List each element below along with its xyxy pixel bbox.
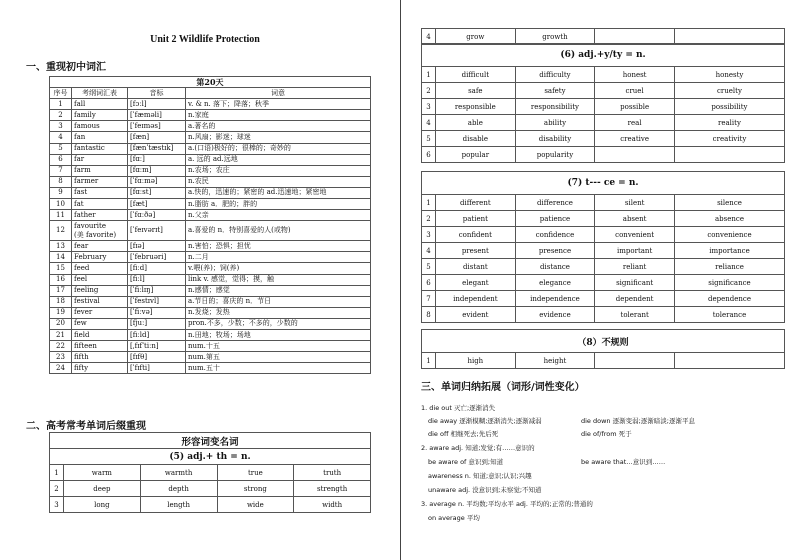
vocab-index: 22: [50, 341, 72, 352]
group6-cell: responsible: [436, 99, 516, 115]
group5-cell: deep: [64, 481, 141, 497]
header-word: 考纲词汇表: [72, 88, 128, 99]
vocab-meaning: link v. 感觉，觉得；摸，触: [186, 274, 371, 285]
vocab-word: favourite (美 favorite): [72, 221, 128, 241]
group6-cell: safety: [515, 83, 595, 99]
note-line: die down 逐渐变弱;逐渐暗淡;逐渐平息: [581, 417, 695, 425]
note-line: on average 平均: [428, 514, 480, 522]
group7-cell: dependence: [674, 291, 784, 307]
header-meaning: 词意: [186, 88, 371, 99]
group7-cell: significant: [595, 275, 675, 291]
group7-row: [422, 195, 785, 211]
group7-cell: evidence: [515, 307, 595, 323]
header-phonetic: 音标: [128, 88, 186, 99]
group5-row: [50, 465, 371, 481]
group8-cell: [595, 353, 675, 369]
group5-cell: 1: [50, 465, 64, 481]
vocab-row: [50, 210, 371, 221]
group7-cell: silent: [595, 195, 675, 211]
group7-cell: tolerance: [674, 307, 784, 323]
vocab-row: [50, 263, 371, 274]
vocab-word: family: [72, 110, 128, 121]
vocab-phonetic: [ˈfestɪvl]: [128, 296, 186, 307]
group5-cell: growth: [515, 29, 595, 45]
vocab-phonetic: [ˈfiːlɪŋ]: [128, 285, 186, 296]
group5-cell: warm: [64, 465, 141, 481]
vocab-meaning: v. & n. 落下；降落；秋季: [186, 99, 371, 110]
vocab-row: [50, 187, 371, 198]
group6-cell: ability: [515, 115, 595, 131]
vocab-word: far: [72, 154, 128, 165]
vocab-row: [50, 165, 371, 176]
vocab-word: fan: [72, 132, 128, 143]
group8-cell: height: [515, 353, 595, 369]
vocab-index: 5: [50, 143, 72, 154]
vocab-index: 6: [50, 154, 72, 165]
vocab-meaning: num.五十: [186, 363, 371, 374]
group6-cell: 1: [422, 67, 436, 83]
page-title: Unit 2 Wildlife Protection: [150, 34, 260, 45]
group7-cell: presence: [515, 243, 595, 259]
note-line: die away 逐渐模糊;逐渐消失;逐渐减弱: [428, 417, 542, 425]
vocab-phonetic: [fɑːm]: [128, 165, 186, 176]
vocab-meaning: a.著名的: [186, 121, 371, 132]
vocab-word: fifteen: [72, 341, 128, 352]
group6-cell: 5: [422, 131, 436, 147]
group7-row: [422, 211, 785, 227]
vocab-phonetic: [fjuː]: [128, 318, 186, 329]
group5-cell: width: [294, 497, 371, 513]
group6-cell: possible: [595, 99, 675, 115]
suffix-table-title: 形容词变名词: [50, 433, 371, 449]
column-divider: [400, 0, 401, 560]
section1-heading: 一、重现初中词汇: [26, 62, 106, 73]
group7-cell: 2: [422, 211, 436, 227]
vocab-index: 10: [50, 199, 72, 210]
group6-cell: able: [436, 115, 516, 131]
group6-cell: honest: [595, 67, 675, 83]
vocab-meaning: n.农民: [186, 176, 371, 187]
group7-cell: 7: [422, 291, 436, 307]
vocab-phonetic: [fænˈtæstɪk]: [128, 143, 186, 154]
vocab-phonetic: [fɔːl]: [128, 99, 186, 110]
group6-cell: cruel: [595, 83, 675, 99]
group7-cell: tolerant: [595, 307, 675, 323]
vocab-meaning: a.喜爱的 n．特别喜爱的人(或物): [186, 221, 371, 241]
group6-cell: 2: [422, 83, 436, 99]
vocab-row: [50, 121, 371, 132]
vocab-row: [50, 318, 371, 329]
vocab-index: 17: [50, 285, 72, 296]
vocab-phonetic: [ˌfɪfˈtiːn]: [128, 341, 186, 352]
group6-cell: [674, 147, 784, 163]
day-label: 第20天: [50, 77, 371, 88]
group6-row: [422, 67, 785, 83]
vocab-meaning: n.感情；感觉: [186, 285, 371, 296]
vocab-phonetic: [fɑː]: [128, 154, 186, 165]
group5-cell: strength: [294, 481, 371, 497]
vocab-meaning: n.农场；农庄: [186, 165, 371, 176]
vocab-word: fast: [72, 187, 128, 198]
group6-cell: possibility: [674, 99, 784, 115]
vocab-index: 23: [50, 352, 72, 363]
vocab-row: [50, 110, 371, 121]
vocab-index: 11: [50, 210, 72, 221]
vocab-phonetic: [fiːl]: [128, 274, 186, 285]
vocab-row: [50, 341, 371, 352]
group6-row: [422, 99, 785, 115]
group5-cell: 4: [422, 29, 436, 45]
vocab-row: [50, 296, 371, 307]
group7-cell: important: [595, 243, 675, 259]
vocab-meaning: n.家庭: [186, 110, 371, 121]
group7-label: (7) t--- ce = n.: [422, 172, 785, 195]
section2-heading: 二、高考常考单词后缀重现: [26, 421, 146, 432]
vocab-meaning: v.喂(养)；饲(养): [186, 263, 371, 274]
group6-cell: disability: [515, 131, 595, 147]
vocab-meaning: num.第五: [186, 352, 371, 363]
vocab-row: [50, 199, 371, 210]
group7-row: [422, 227, 785, 243]
vocab-index: 9: [50, 187, 72, 198]
vocab-meaning: n.父亲: [186, 210, 371, 221]
vocab-phonetic: [ˈfeɪvərɪt]: [128, 221, 186, 241]
group6-cell: reality: [674, 115, 784, 131]
group6-table: [421, 43, 785, 163]
note-line: unaware adj. 没意识到;未察觉;不知道: [428, 486, 542, 494]
group7-row: [422, 259, 785, 275]
vocab-row: [50, 274, 371, 285]
vocab-phonetic: [fiːd]: [128, 263, 186, 274]
suffix-table-left: [49, 432, 371, 513]
section3-heading: 三、单词归纳拓展（词形/词性变化）: [421, 382, 585, 393]
vocab-phonetic: [ˈfeɪməs]: [128, 121, 186, 132]
group6-cell: creativity: [674, 131, 784, 147]
vocab-phonetic: [fæt]: [128, 199, 186, 210]
vocab-meaning: n.二月: [186, 252, 371, 263]
group7-cell: distant: [436, 259, 516, 275]
group7-cell: confident: [436, 227, 516, 243]
group6-cell: creative: [595, 131, 675, 147]
group7-cell: convenience: [674, 227, 784, 243]
group7-row: [422, 307, 785, 323]
group5-cell: 2: [50, 481, 64, 497]
group7-cell: difference: [515, 195, 595, 211]
vocab-row: [50, 285, 371, 296]
group7-row: [422, 243, 785, 259]
group5-row: [50, 481, 371, 497]
group5-cell: warmth: [140, 465, 217, 481]
vocab-word: fifty: [72, 363, 128, 374]
vocab-meaning: n.田地；牧场；场地: [186, 329, 371, 340]
vocab-meaning: a. 远的 ad.远地: [186, 154, 371, 165]
vocab-row: [50, 99, 371, 110]
note-line: be aware of 意识到;知道: [428, 458, 504, 466]
vocab-word: feed: [72, 263, 128, 274]
group7-cell: elegance: [515, 275, 595, 291]
vocab-row: [50, 241, 371, 252]
vocab-word: fat: [72, 199, 128, 210]
vocab-word: fifth: [72, 352, 128, 363]
group7-cell: different: [436, 195, 516, 211]
group7-cell: evident: [436, 307, 516, 323]
vocab-phonetic: [ˈfebruəri]: [128, 252, 186, 263]
vocab-index: 24: [50, 363, 72, 374]
vocab-index: 19: [50, 307, 72, 318]
header-index: 序号: [50, 88, 72, 99]
group7-cell: importance: [674, 243, 784, 259]
note-line: 1. die out 灭亡;逐渐消失: [421, 404, 496, 412]
vocab-word: famous: [72, 121, 128, 132]
group6-cell: safe: [436, 83, 516, 99]
vocab-word: feeling: [72, 285, 128, 296]
group8-cell: [674, 353, 784, 369]
group5-cell: 3: [50, 497, 64, 513]
vocab-meaning: num.十五: [186, 341, 371, 352]
vocab-word: feel: [72, 274, 128, 285]
vocab-index: 12: [50, 221, 72, 241]
group8-label: （8）不规则: [422, 330, 785, 353]
group6-cell: 4: [422, 115, 436, 131]
note-line: awareness n. 知道;意识;认识;兴趣: [428, 472, 532, 480]
vocab-word: few: [72, 318, 128, 329]
group7-cell: 3: [422, 227, 436, 243]
vocab-phonetic: [ˈfɪfti]: [128, 363, 186, 374]
group5-cell: grow: [436, 29, 516, 45]
group5-label: (5) adj.+ th = n.: [50, 449, 371, 465]
vocab-phonetic: [ˈfɑːmə]: [128, 176, 186, 187]
vocab-row: [50, 176, 371, 187]
group8-row: [422, 353, 785, 369]
vocab-row: [50, 352, 371, 363]
group7-cell: patience: [515, 211, 595, 227]
group5-cell: wide: [217, 497, 294, 513]
vocab-row: [50, 154, 371, 165]
group7-cell: distance: [515, 259, 595, 275]
vocab-word: fantastic: [72, 143, 128, 154]
group8-cell: 1: [422, 353, 436, 369]
group7-cell: significance: [674, 275, 784, 291]
vocab-table: [49, 76, 371, 374]
group6-cell: real: [595, 115, 675, 131]
vocab-row: [50, 143, 371, 154]
group7-cell: absent: [595, 211, 675, 227]
group7-cell: silence: [674, 195, 784, 211]
group7-cell: present: [436, 243, 516, 259]
vocab-row: [50, 329, 371, 340]
vocab-word: farm: [72, 165, 128, 176]
vocab-meaning: pron.不多，少数；不多的，少数的: [186, 318, 371, 329]
vocab-row: [50, 307, 371, 318]
vocab-word: fall: [72, 99, 128, 110]
group5-cell: long: [64, 497, 141, 513]
vocab-index: 7: [50, 165, 72, 176]
group5-cell: length: [140, 497, 217, 513]
group6-cell: [595, 147, 675, 163]
group6-cell: responsibility: [515, 99, 595, 115]
vocab-meaning: a.快的，迅速的；紧密的 ad.迅速地；紧密地: [186, 187, 371, 198]
group6-row: [422, 147, 785, 163]
vocab-index: 14: [50, 252, 72, 263]
group6-row: [422, 115, 785, 131]
group6-cell: disable: [436, 131, 516, 147]
vocab-row: [50, 132, 371, 143]
note-line: 2. aware adj. 知道;发觉;有……意识的: [421, 444, 535, 452]
vocab-phonetic: [fɑːst]: [128, 187, 186, 198]
group7-cell: patient: [436, 211, 516, 227]
vocab-word: fear: [72, 241, 128, 252]
vocab-meaning: n.害怕；恐惧；担忧: [186, 241, 371, 252]
group7-cell: convenient: [595, 227, 675, 243]
group8-cell: high: [436, 353, 516, 369]
vocab-word: field: [72, 329, 128, 340]
vocab-phonetic: [fiːld]: [128, 329, 186, 340]
vocab-phonetic: [ˈfæməli]: [128, 110, 186, 121]
group7-cell: 6: [422, 275, 436, 291]
group7-row: [422, 291, 785, 307]
group6-label: (6) adj.+y/ty = n.: [422, 44, 785, 67]
vocab-phonetic: [fæn]: [128, 132, 186, 143]
vocab-phonetic: [fɪə]: [128, 241, 186, 252]
group6-cell: popularity: [515, 147, 595, 163]
group7-table: [421, 171, 785, 323]
vocab-word: February: [72, 252, 128, 263]
vocab-index: 8: [50, 176, 72, 187]
group5-row: [50, 497, 371, 513]
vocab-index: 15: [50, 263, 72, 274]
note-line: 3. average n. 平均数;平均水平 adj. 平均的;正常的;普通的: [421, 500, 593, 508]
vocab-meaning: a.节日的；喜庆的 n．节日: [186, 296, 371, 307]
group7-row: [422, 275, 785, 291]
group7-cell: confidence: [515, 227, 595, 243]
vocab-word: festival: [72, 296, 128, 307]
vocab-index: 16: [50, 274, 72, 285]
vocab-meaning: n.发烧；发热: [186, 307, 371, 318]
vocab-phonetic: [ˈfiːvə]: [128, 307, 186, 318]
vocab-row: [50, 252, 371, 263]
vocab-index: 20: [50, 318, 72, 329]
group6-cell: 6: [422, 147, 436, 163]
group7-cell: 5: [422, 259, 436, 275]
group6-row: [422, 131, 785, 147]
vocab-row: [50, 221, 371, 241]
group6-cell: popular: [436, 147, 516, 163]
group7-cell: reliance: [674, 259, 784, 275]
group5-cell: true: [217, 465, 294, 481]
note-line: die off 相继死去;先后死: [428, 430, 499, 438]
group6-cell: difficult: [436, 67, 516, 83]
group6-cell: 3: [422, 99, 436, 115]
vocab-word: farmer: [72, 176, 128, 187]
group7-cell: independence: [515, 291, 595, 307]
vocab-word: fever: [72, 307, 128, 318]
vocab-phonetic: [ˈfɑːðə]: [128, 210, 186, 221]
note-line: die of/from 死于: [581, 430, 632, 438]
group5-cell: strong: [217, 481, 294, 497]
group6-cell: cruelty: [674, 83, 784, 99]
group6-cell: honesty: [674, 67, 784, 83]
vocab-index: 13: [50, 241, 72, 252]
vocab-word: father: [72, 210, 128, 221]
vocab-meaning: a.(口语)极好的；很棒的；奇妙的: [186, 143, 371, 154]
group5-cell: depth: [140, 481, 217, 497]
vocab-index: 1: [50, 99, 72, 110]
group7-cell: absence: [674, 211, 784, 227]
group8-table: [421, 329, 785, 369]
vocab-row: [50, 363, 371, 374]
group7-cell: independent: [436, 291, 516, 307]
group7-cell: 1: [422, 195, 436, 211]
vocab-meaning: n.脂肪 a．肥的；胖的: [186, 199, 371, 210]
group7-cell: reliant: [595, 259, 675, 275]
group6-row: [422, 83, 785, 99]
vocab-index: 18: [50, 296, 72, 307]
group5-cell: truth: [294, 465, 371, 481]
group7-cell: 8: [422, 307, 436, 323]
note-line: be aware that…意识到……: [581, 458, 666, 466]
vocab-index: 21: [50, 329, 72, 340]
vocab-index: 3: [50, 121, 72, 132]
group6-cell: difficulty: [515, 67, 595, 83]
group7-cell: elegant: [436, 275, 516, 291]
vocab-index: 4: [50, 132, 72, 143]
vocab-phonetic: [fɪfθ]: [128, 352, 186, 363]
group7-cell: dependent: [595, 291, 675, 307]
vocab-index: 2: [50, 110, 72, 121]
vocab-meaning: n.风扇；影迷；球迷: [186, 132, 371, 143]
group7-cell: 4: [422, 243, 436, 259]
